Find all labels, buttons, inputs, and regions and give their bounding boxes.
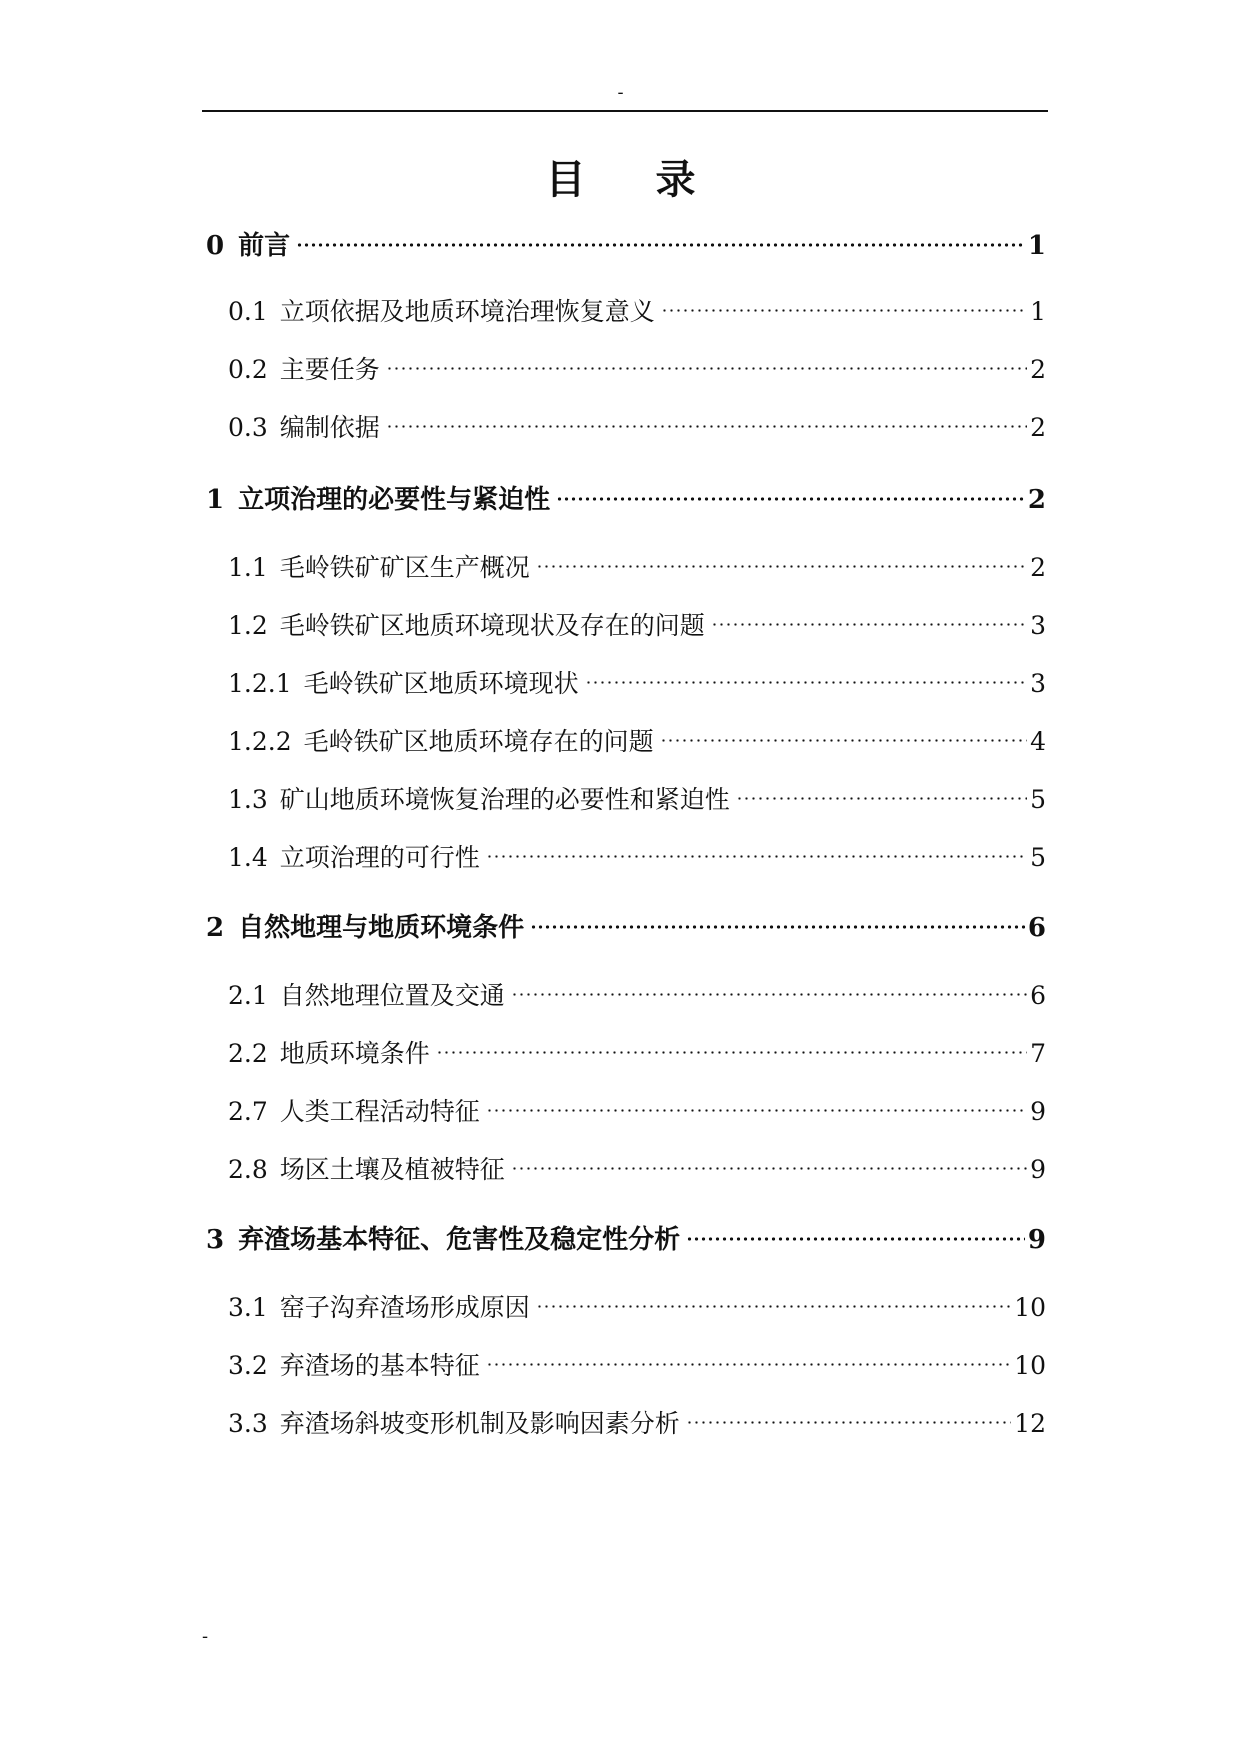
toc-entry-title: 弃渣场的基本特征: [279, 1351, 480, 1380]
toc-entry-title: 立项依据及地质环境治理恢复意义: [279, 297, 655, 326]
toc-entry[interactable]: [228, 284, 1046, 326]
toc-dot-leader: [486, 1084, 1027, 1120]
toc-entry-page-number: 4: [1030, 727, 1046, 756]
toc-entry-title: 主要任务: [279, 355, 380, 384]
toc-dot-leader: [486, 1338, 1011, 1374]
toc-entry-number: 0.2: [228, 355, 268, 384]
toc-entry-page-number: 10: [1014, 1351, 1046, 1380]
toc-entry-title: 场区土壤及植被特征: [279, 1155, 505, 1184]
toc-dot-leader: [711, 598, 1027, 634]
toc-dot-leader: [511, 1142, 1027, 1178]
toc-entry[interactable]: [228, 1396, 1046, 1438]
toc-entry-number: 1.2: [228, 611, 268, 640]
toc-entry-title: 毛岭铁矿区地质环境现状及存在的问题: [279, 611, 705, 640]
toc-entry-title: 毛岭铁矿区地质环境现状: [303, 669, 579, 698]
toc-entry-number: 3.2: [228, 1351, 268, 1380]
toc-dot-leader: [686, 1212, 1025, 1248]
toc-entry-number: 0: [206, 231, 225, 261]
toc-entry-number: 1.4: [228, 843, 268, 872]
toc-entry-number: 2.8: [228, 1155, 268, 1184]
toc-entry-page-number: 3: [1030, 669, 1046, 698]
toc-dot-leader: [536, 1280, 1011, 1316]
toc-entry-title: 矿山地质环境恢复治理的必要性和紧迫性: [279, 785, 730, 814]
toc-dot-leader: [686, 1396, 1011, 1432]
toc-dot-leader: [530, 900, 1025, 936]
toc-entry[interactable]: [228, 1338, 1046, 1380]
toc-entry-title: 立项治理的可行性: [279, 843, 480, 872]
toc-entry-title: 前言: [238, 231, 291, 261]
toc-entry-number: 1.2.2: [228, 727, 292, 756]
toc-entry-number: 0.1: [228, 297, 268, 326]
toc-dot-leader: [536, 540, 1027, 576]
toc-entry-page-number: 10: [1014, 1293, 1046, 1322]
toc-entry[interactable]: [206, 218, 1046, 261]
toc-dot-leader: [296, 218, 1025, 254]
toc-entry[interactable]: [228, 1026, 1046, 1068]
toc-entry[interactable]: [228, 400, 1046, 442]
toc-dot-leader: [585, 656, 1027, 692]
toc-entry[interactable]: [228, 540, 1046, 582]
toc-entry-page-number: 12: [1014, 1409, 1046, 1438]
toc-entry-title: 自然地理位置及交通: [279, 981, 505, 1010]
toc-entry-page-number: 2: [1027, 485, 1046, 515]
toc-entry-page-number: 5: [1030, 843, 1046, 872]
toc-entry-page-number: 9: [1030, 1097, 1046, 1126]
toc-entry-page-number: 2: [1030, 355, 1046, 384]
toc-dot-leader: [386, 342, 1027, 378]
toc-entry-title: 立项治理的必要性与紧迫性: [238, 485, 551, 515]
toc-entry-page-number: 6: [1030, 981, 1046, 1010]
toc-entry-number: 1.2.1: [228, 669, 292, 698]
toc-entry-number: 3.3: [228, 1409, 268, 1438]
toc-entry[interactable]: [228, 656, 1046, 698]
page-header-mark: -: [617, 82, 624, 103]
toc-entry[interactable]: [206, 1212, 1046, 1255]
toc-entry[interactable]: [228, 598, 1046, 640]
toc-entry-page-number: 6: [1027, 913, 1046, 943]
toc-entry-number: 1.3: [228, 785, 268, 814]
toc-entry-number: 1.1: [228, 553, 268, 582]
toc-entry[interactable]: [228, 830, 1046, 872]
toc-entry-title: 毛岭铁矿矿区生产概况: [279, 553, 530, 582]
toc-dot-leader: [556, 472, 1025, 508]
toc-entry-page-number: 9: [1027, 1225, 1046, 1255]
toc-entry-page-number: 9: [1030, 1155, 1046, 1184]
toc-entry-page-number: 2: [1030, 553, 1046, 582]
toc-entry[interactable]: [206, 472, 1046, 515]
toc-dot-leader: [386, 400, 1027, 436]
toc-entry[interactable]: [206, 900, 1046, 943]
toc-entry-number: 3.1: [228, 1293, 268, 1322]
toc-dot-leader: [511, 968, 1027, 1004]
toc-entry-number: 2.2: [228, 1039, 268, 1068]
toc-entry-title: 编制依据: [279, 413, 380, 442]
toc-entry-number: 2.1: [228, 981, 268, 1010]
toc-entry-number: 2: [206, 913, 225, 943]
toc-entry[interactable]: [228, 1142, 1046, 1184]
toc-entry-number: 0.3: [228, 413, 268, 442]
page-footer-mark: -: [202, 1626, 209, 1647]
toc-entry-title: 弃渣场斜坡变形机制及影响因素分析: [279, 1409, 680, 1438]
toc-entry-title: 窑子沟弃渣场形成原因: [279, 1293, 530, 1322]
toc-entry[interactable]: [228, 1280, 1046, 1322]
toc-entry-title: 自然地理与地质环境条件: [238, 913, 525, 943]
toc-entry-title: 地质环境条件: [279, 1039, 430, 1068]
toc-entry[interactable]: [228, 968, 1046, 1010]
toc-entry-page-number: 3: [1030, 611, 1046, 640]
toc-entry-number: 3: [206, 1225, 225, 1255]
toc-entry-number: 1: [206, 485, 225, 515]
toc-dot-leader: [660, 714, 1027, 750]
toc-dot-leader: [661, 284, 1027, 320]
toc-entry-number: 2.7: [228, 1097, 268, 1126]
toc-entry-title: 毛岭铁矿区地质环境存在的问题: [303, 727, 654, 756]
toc-entry[interactable]: [228, 772, 1046, 814]
toc-entry[interactable]: [228, 714, 1046, 756]
toc-entry-page-number: 1: [1027, 231, 1046, 261]
page-title: 目 录: [545, 156, 724, 203]
toc-entry-page-number: 2: [1030, 413, 1046, 442]
toc-entry-page-number: 1: [1030, 297, 1046, 326]
toc-entry-title: 弃渣场基本特征、危害性及稳定性分析: [238, 1225, 681, 1255]
toc-entry[interactable]: [228, 1084, 1046, 1126]
toc-dot-leader: [736, 772, 1027, 808]
toc-dot-leader: [436, 1026, 1027, 1062]
toc-entry-page-number: 5: [1030, 785, 1046, 814]
toc-entry[interactable]: [228, 342, 1046, 384]
toc-dot-leader: [486, 830, 1027, 866]
toc-entry-title: 人类工程活动特征: [279, 1097, 480, 1126]
toc-entry-page-number: 7: [1030, 1039, 1046, 1068]
